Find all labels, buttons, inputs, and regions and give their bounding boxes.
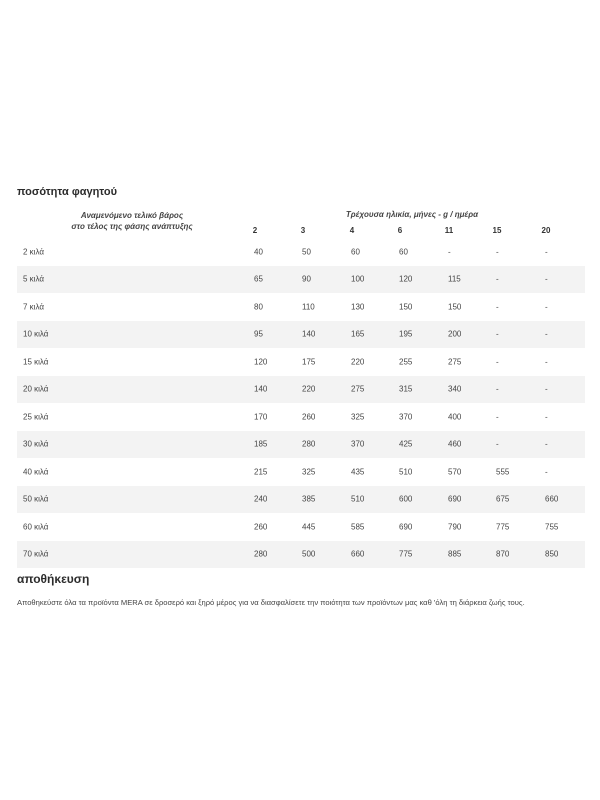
table-cell: 315 [399,384,413,394]
age-column-labels [17,226,585,237]
table-cell: 460 [448,439,462,449]
table-cell: 150 [448,302,462,312]
table-cell: 60 [399,247,408,257]
table-cell: 775 [496,522,510,532]
table-cell: 255 [399,357,413,367]
table-cell: 280 [254,549,268,559]
table-row [17,431,585,459]
age-col-15: 15 [492,226,502,235]
age-col-4: 4 [349,226,355,235]
table-cell: 510 [399,467,413,477]
table-cell: 790 [448,522,462,532]
table-cell: 755 [545,522,559,532]
table-cell: 120 [254,357,268,367]
table-cell: 175 [302,357,316,367]
table-cell: 675 [496,494,510,504]
table-cell: - [545,412,548,422]
table-cell: 585 [351,522,365,532]
table-cell: - [545,329,548,339]
table-cell: 385 [302,494,316,504]
table-cell: 660 [545,494,559,504]
table-cell: 690 [399,522,413,532]
table-cell: - [545,302,548,312]
row-weight-label: 15 κιλά [23,357,49,367]
table-cell: 115 [448,274,461,284]
table-cell: - [448,247,451,257]
table-cell: - [496,439,499,449]
age-col-2: 2 [252,226,258,235]
table-cell: 195 [399,329,413,339]
table-cell: 600 [399,494,413,504]
table-cell: 200 [448,329,462,339]
table-cell: 215 [254,467,268,477]
storage-text: Αποθηκεύστε όλα τα προϊόντα MERA σε δροσερό και ξηρό μέρος για να διασφαλίσετε την ποιότητα των προϊόντων μας καθ 'όλη τη διάρκεια ζωής τους. [17,598,525,607]
table-cell: 850 [545,549,559,559]
table-row [17,541,585,569]
row-weight-label: 50 κιλά [23,494,49,504]
table-cell: - [545,247,548,257]
table-cell: - [496,412,499,422]
row-weight-label: 70 κιλά [23,549,49,559]
table-cell: - [496,302,499,312]
age-column-header: Τρέχουσα ηλικία, μήνες - g / ημέρα [345,210,479,219]
table-cell: 885 [448,549,462,559]
table-cell: 185 [254,439,268,449]
table-cell: 80 [254,302,263,312]
table-cell: 870 [496,549,510,559]
table-cell: 260 [302,412,316,422]
row-weight-label: 30 κιλά [23,439,49,449]
weight-header-line2: στο τέλος της φάσης ανάπτυξης [71,222,193,231]
age-col-11: 11 [444,226,454,235]
table-cell: - [545,467,548,477]
row-weight-label: 20 κιλά [23,384,49,394]
table-cell: 140 [302,329,316,339]
table-cell: 95 [254,329,263,339]
table-cell: 425 [399,439,413,449]
table-cell: 660 [351,549,365,559]
table-row [17,348,585,376]
table-cell: 325 [302,467,316,477]
table-cell: 275 [351,384,365,394]
table-cell: 555 [496,467,510,477]
age-col-6: 6 [397,226,403,235]
table-cell: 570 [448,467,462,477]
storage-title: αποθήκευση [17,572,90,586]
table-cell: 65 [254,274,263,284]
table-cell: - [545,274,548,284]
table-cell: - [545,357,548,367]
table-cell: - [545,384,548,394]
table-cell: 90 [302,274,311,284]
table-cell: 165 [351,329,365,339]
row-weight-label: 60 κιλά [23,522,49,532]
table-body [17,238,585,568]
table-cell: 510 [351,494,365,504]
table-cell: - [496,329,499,339]
table-cell: 140 [254,384,268,394]
table-cell: 435 [351,467,365,477]
table-cell: 340 [448,384,462,394]
table-cell: - [496,247,499,257]
table-cell: 260 [254,522,268,532]
table-header [17,210,585,238]
row-weight-label: 10 κιλά [23,329,49,339]
table-cell: 370 [351,439,365,449]
row-weight-label: 2 κιλά [23,247,44,257]
table-row [17,376,585,404]
table-cell: 690 [448,494,462,504]
table-cell: 50 [302,247,311,257]
row-weight-label: 25 κιλά [23,412,49,422]
table-cell: 275 [448,357,462,367]
table-row [17,458,585,486]
weight-header-line1: Αναμενόμενο τελικό βάρος [80,211,184,220]
table-row [17,238,585,266]
table-cell: 60 [351,247,360,257]
table-cell: 445 [302,522,316,532]
age-col-3: 3 [300,226,306,235]
table-cell: 775 [399,549,413,559]
table-cell: 500 [302,549,316,559]
table-cell: - [496,274,499,284]
feeding-table [17,210,585,568]
table-cell: 220 [302,384,316,394]
table-cell: 280 [302,439,316,449]
table-cell: 400 [448,412,462,422]
row-weight-label: 7 κιλά [23,302,44,312]
table-row [17,513,585,541]
table-row [17,293,585,321]
table-row [17,266,585,294]
table-cell: 150 [399,302,413,312]
table-cell: 240 [254,494,268,504]
table-cell: 100 [351,274,365,284]
table-cell: - [545,439,548,449]
row-weight-label: 40 κιλά [23,467,49,477]
table-cell: 325 [351,412,365,422]
age-col-20: 20 [541,226,551,235]
row-weight-label: 5 κιλά [23,274,44,284]
table-row [17,403,585,431]
table-cell: 110 [302,302,315,312]
table-cell: 220 [351,357,365,367]
table-cell: 40 [254,247,263,257]
table-cell: - [496,357,499,367]
feeding-amount-title: ποσότητα φαγητού [17,186,118,198]
table-cell: 370 [399,412,413,422]
table-cell: - [496,384,499,394]
table-cell: 130 [351,302,365,312]
table-cell: 170 [254,412,268,422]
table-cell: 120 [399,274,413,284]
table-row [17,486,585,514]
table-row [17,321,585,349]
